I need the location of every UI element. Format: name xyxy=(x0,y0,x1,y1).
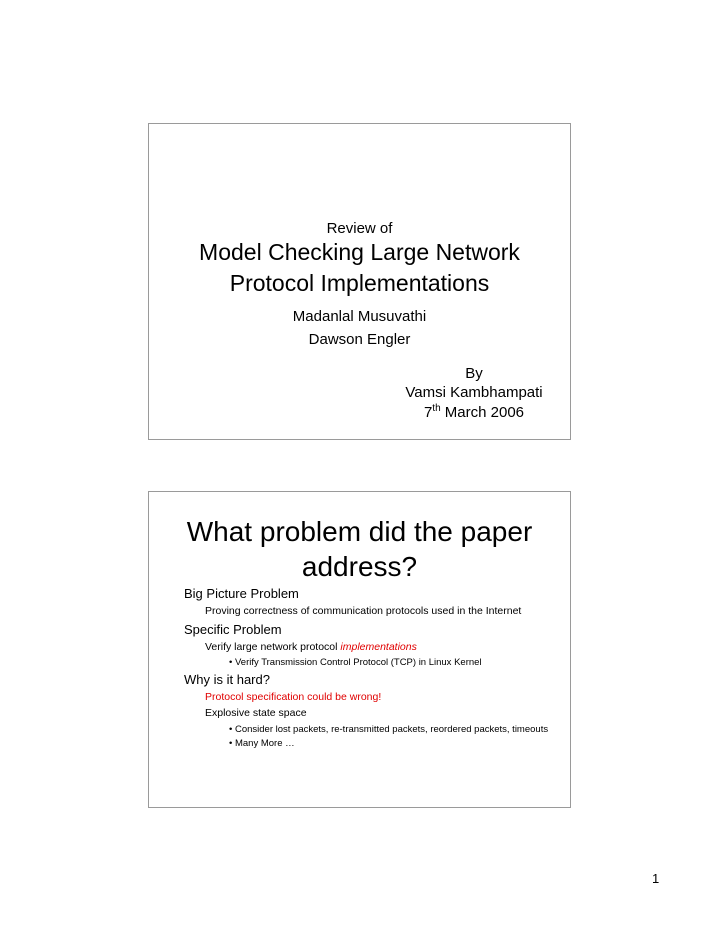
big-picture-heading: Big Picture Problem xyxy=(184,586,299,601)
slide-2-content xyxy=(184,586,554,753)
slide-2 xyxy=(148,491,571,808)
author-1: Madanlal Musuvathi xyxy=(292,308,427,325)
explosive-bullet-2-text: Many More … xyxy=(234,738,295,749)
specific-desc-emphasis: implementations xyxy=(340,640,417,653)
author-2: Dawson Engler xyxy=(308,331,411,348)
specific-heading: Specific Problem xyxy=(184,621,282,637)
specific-desc-prefix: Verify large network protocol xyxy=(205,640,341,653)
date-suffix: th xyxy=(432,403,441,414)
explosive-bullet-1-text: Consider lost packets, re-transmitted packets, reordered packets, timeouts xyxy=(234,723,549,735)
explosive-bullet-1: • Consider lost packets, re-transmitted packets, reordered packets, timeouts xyxy=(229,723,549,735)
page-number: 1 xyxy=(652,871,660,886)
why-hard-red-desc: Protocol specification could be wrong! xyxy=(205,690,382,703)
date-day: 7 xyxy=(423,404,433,421)
explosive-bullet-2: • Many More … xyxy=(229,738,295,749)
specific-bullet-text: Verify Transmission Control Protocol (TCP) in Linux Kernel xyxy=(234,657,482,668)
review-label: Review of xyxy=(326,220,393,237)
specific-bullet: • Verify Transmission Control Protocol (TCP) in Linux Kernel xyxy=(229,657,482,668)
slide-2-title-line-2: address? xyxy=(301,551,418,582)
explosive-desc: Explosive state space xyxy=(205,707,307,719)
big-picture-desc: Proving correctness of communication protocols used in the Internet xyxy=(205,605,522,617)
paper-title xyxy=(149,237,570,299)
presenter-name: Vamsi Kambhampati xyxy=(405,384,543,401)
slide-2-title-line-1: What problem did the paper xyxy=(186,516,533,547)
date-rest: March 2006 xyxy=(440,404,525,421)
why-hard-heading: Why is it hard? xyxy=(184,671,270,687)
slide-1 xyxy=(148,123,571,440)
by-label: By xyxy=(465,365,483,382)
specific-desc xyxy=(205,641,554,654)
paper-title-line-2: Protocol Implementations xyxy=(229,270,490,296)
paper-title-line-1: Model Checking Large Network xyxy=(199,239,520,265)
presentation-date xyxy=(364,402,584,423)
slide-2-title xyxy=(149,514,570,584)
